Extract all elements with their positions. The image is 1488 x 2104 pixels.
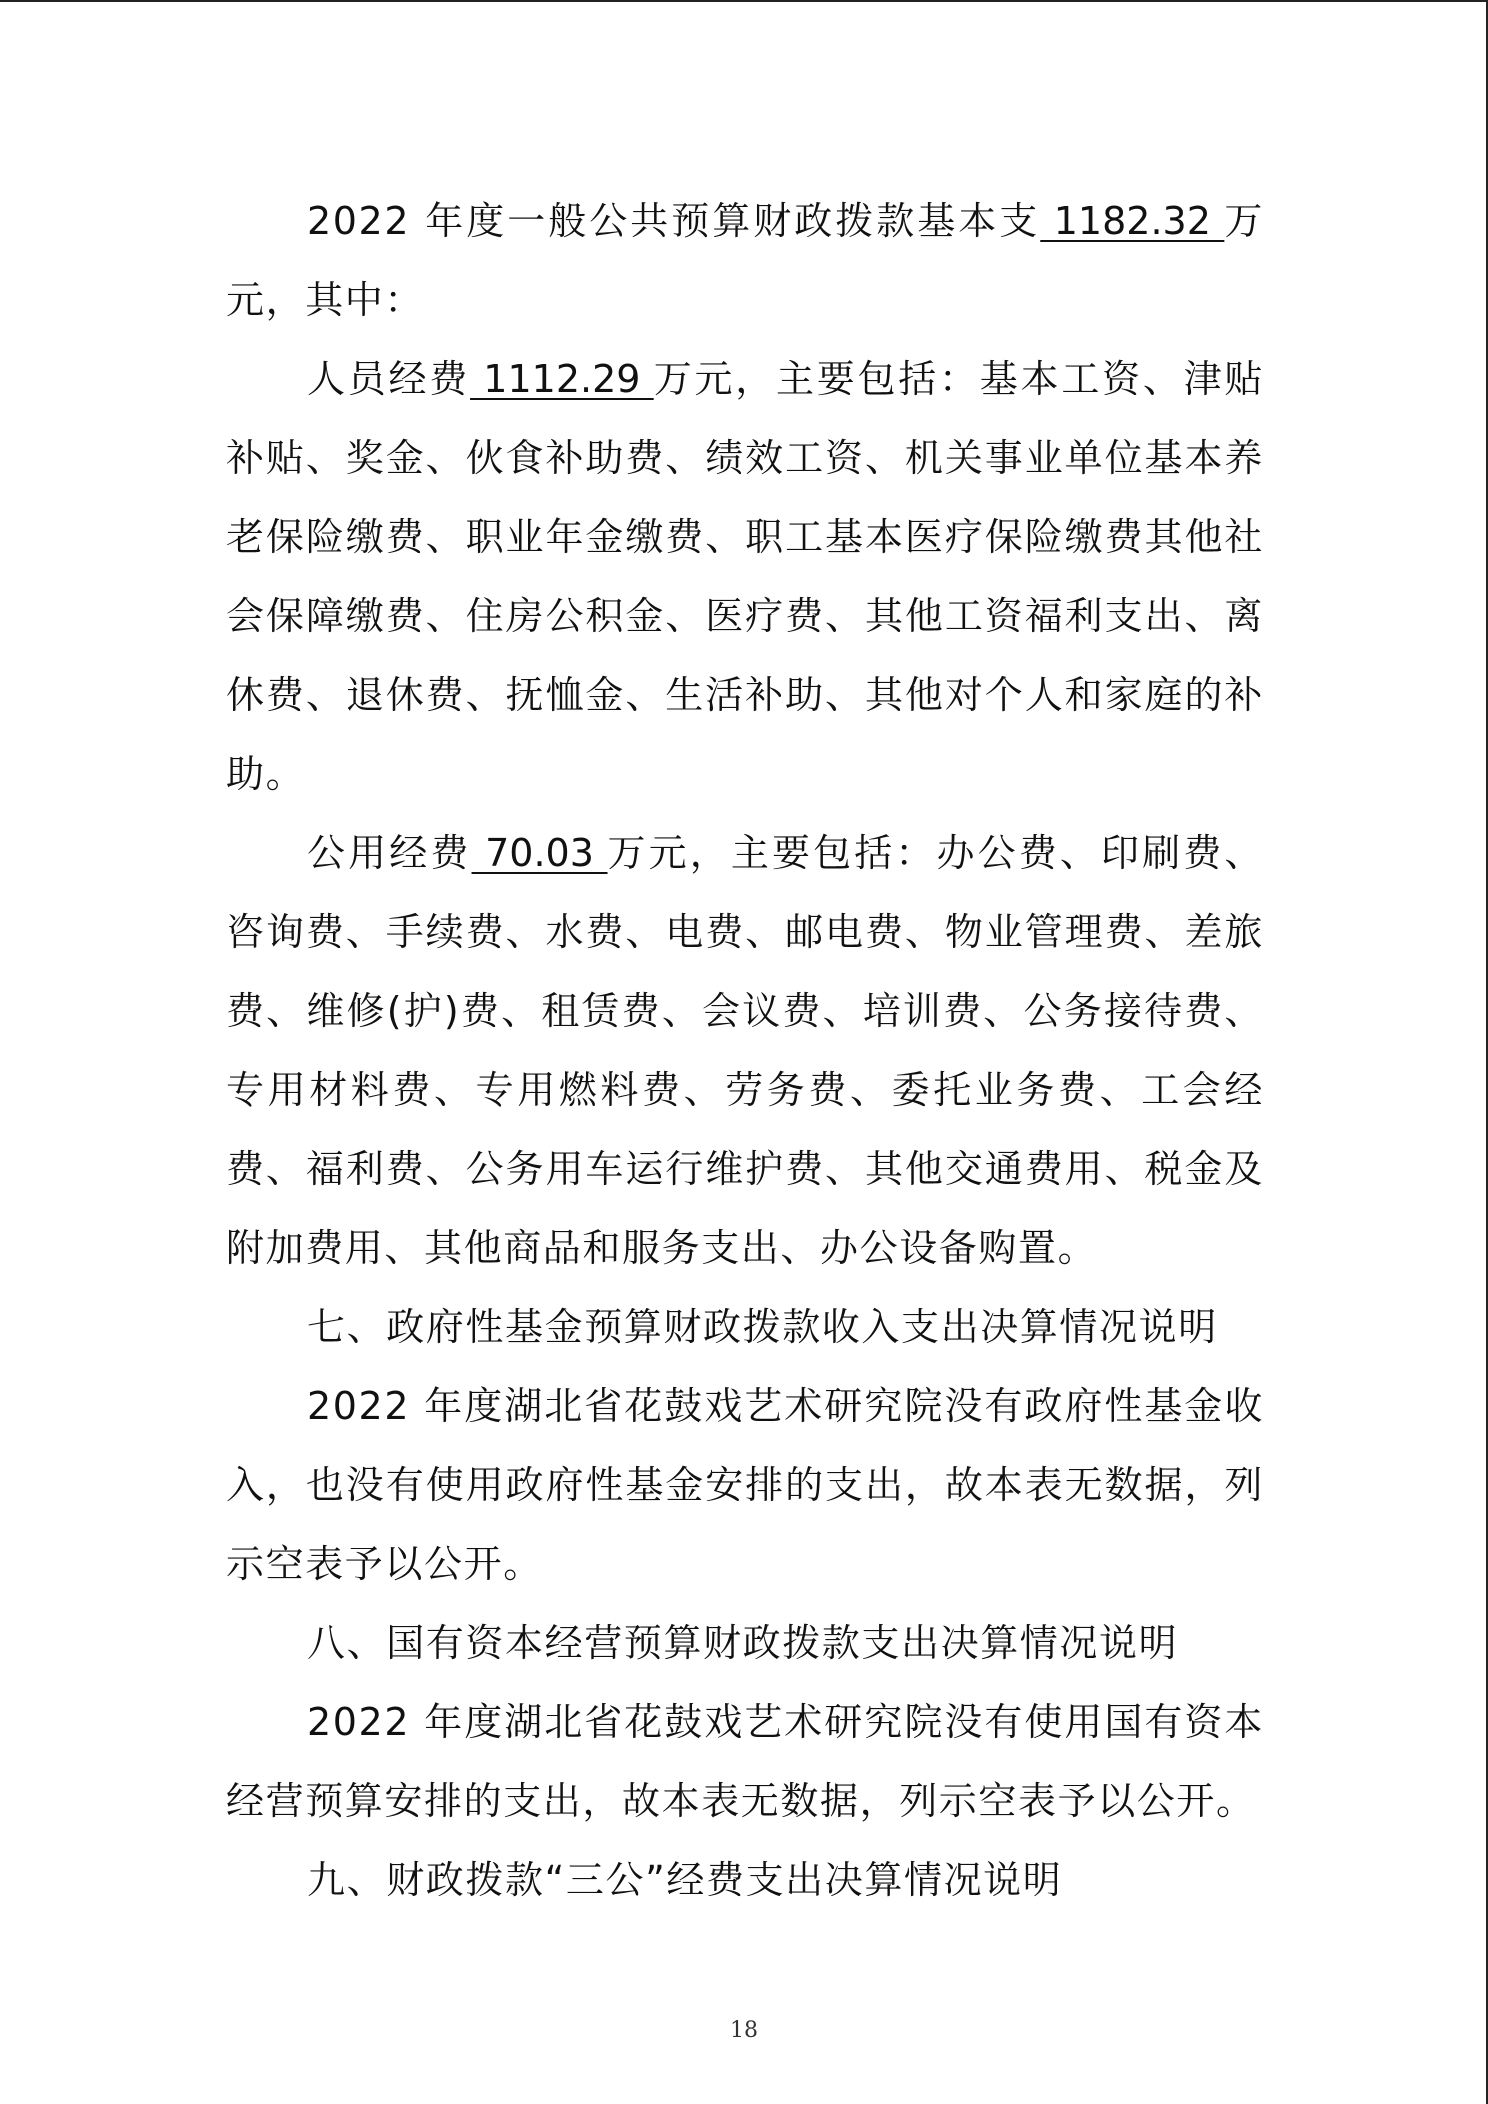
section-heading-8: 八、国有资本经营预算财政拨款支出决算情况说明 — [307, 1621, 1179, 1665]
paragraph-text: 公用经费 — [307, 831, 472, 875]
page-number: 18 — [730, 2018, 758, 2043]
paragraph-text: 万元，主要包括：基本工资、津贴补贴、奖金、伙食补助费、绩效工资、机关事业单位基本养老保险缴费、职业年金缴费、职工基本医疗保险缴费其他社会保障缴费、住房公积金、医疗费、其他工资福利支出、离休费、退休费、抚恤金、生活补助、其他对个人和家庭的补助。 — [226, 357, 1264, 796]
paragraph-personnel-expenses — [226, 340, 1264, 814]
amount-fill-in: 1112.29 — [470, 357, 654, 401]
section-heading-7: 七、政府性基金预算财政拨款收入支出决算情况说明 — [307, 1305, 1218, 1349]
page-border-top — [0, 0, 1488, 2]
document-body — [226, 182, 1264, 1920]
section-heading-9: 九、财政拨款“三公”经费支出决算情况说明 — [307, 1858, 1063, 1902]
amount-fill-in: 70.03 — [471, 831, 608, 875]
paragraph-government-fund: 2022 年度湖北省花鼓戏艺术研究院没有政府性基金收入，也没有使用政府性基金安排的支出，故本表无数据，列示空表予以公开。 — [226, 1384, 1264, 1586]
paragraph-public-expenses — [226, 814, 1264, 1288]
paragraph-text: 2022 年度一般公共预算财政拨款基本支 — [307, 199, 1041, 243]
paragraph-text: 万元，主要包括：办公费、印刷费、咨询费、手续费、水费、电费、邮电费、物业管理费、差旅费、维修(护)费、租赁费、会议费、培训费、公务接待费、专用材料费、专用燃料费、劳务费、委托业务费、工会经费、福利费、公务用车运行维护费、其他交通费用、税金及附加费用、其他商品和服务支出、办公设备购置。 — [226, 831, 1264, 1270]
paragraph-text: 人员经费 — [307, 357, 471, 401]
paragraph-text: 万元，其中： — [226, 199, 1264, 322]
paragraph-state-capital: 2022 年度湖北省花鼓戏艺术研究院没有使用国有资本经营预算安排的支出，故本表无数据，列示空表予以公开。 — [226, 1700, 1264, 1823]
amount-fill-in: 1182.32 — [1040, 199, 1225, 243]
paragraph-general-budget-basic-expenditure — [226, 182, 1264, 340]
